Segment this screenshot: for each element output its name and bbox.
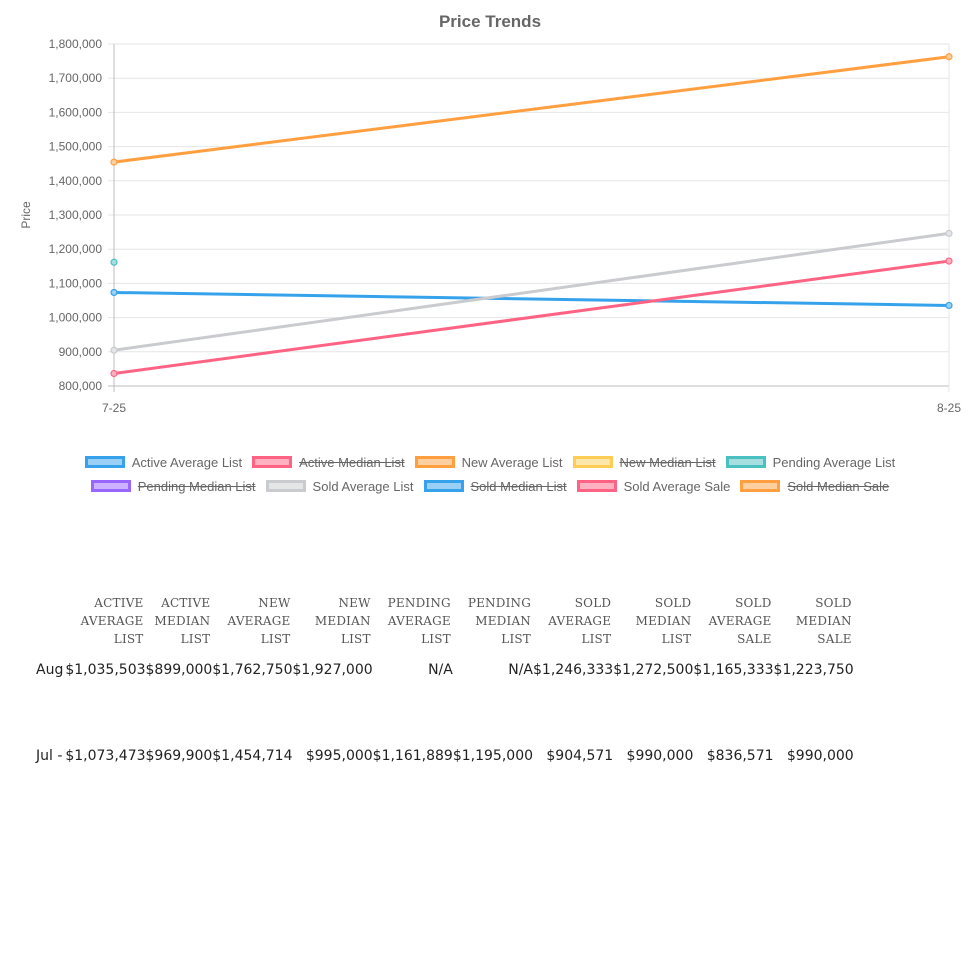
legend-swatch	[726, 456, 766, 468]
data-point-active-average-list[interactable]	[111, 289, 117, 295]
month-header	[36, 594, 65, 648]
x-tick-label: 7-25	[101, 401, 127, 415]
legend-swatch	[415, 456, 455, 468]
column-header	[613, 594, 693, 648]
legend-label: Active Median List	[299, 454, 405, 470]
legend-item-new-average-list[interactable]	[415, 455, 563, 470]
table-row	[36, 712, 854, 784]
table-cell: $904,571	[546, 748, 614, 764]
column-header	[774, 594, 854, 648]
table-cell: $1,927,000	[292, 662, 373, 678]
legend-item-pending-average-list[interactable]	[726, 455, 896, 470]
y-axis-label: Price	[19, 201, 33, 229]
legend-swatch	[577, 480, 617, 492]
column-header	[693, 594, 773, 648]
data-point-pending-average-list[interactable]	[111, 259, 117, 265]
column-header-line: MEDIAN	[635, 614, 692, 628]
table-cell: $1,246,333	[533, 662, 614, 678]
legend-item-sold-median-sale[interactable]	[740, 479, 889, 494]
column-header-line: ACTIVE	[94, 596, 144, 610]
y-axis-ticks	[49, 37, 103, 393]
table-cell: $990,000	[626, 748, 694, 764]
table-cell: $1,165,333	[693, 662, 774, 678]
column-header-line: SOLD	[574, 596, 612, 610]
column-header-line: SOLD	[654, 596, 692, 610]
legend-label: Sold Average List	[312, 478, 414, 494]
x-tick-label: 8-25	[936, 401, 962, 415]
column-header-line: SOLD	[815, 596, 852, 610]
series-line-sold-average-list	[114, 233, 949, 350]
column-header	[533, 594, 613, 648]
column-header-line: MEDIAN	[154, 614, 211, 628]
column-header-line: AVERAGE	[387, 614, 451, 628]
table-cell: $990,000	[786, 748, 854, 764]
data-point-active-average-list[interactable]	[946, 302, 952, 308]
column-header-line: NEW	[258, 596, 291, 610]
column-header-line: AVERAGE	[708, 614, 772, 628]
column-header	[65, 594, 145, 648]
table-cell: $1,161,889	[372, 748, 453, 764]
column-header	[293, 594, 373, 648]
chart-legend	[0, 450, 980, 498]
legend-item-sold-median-list[interactable]	[424, 479, 567, 494]
legend-label: New Average List	[461, 454, 563, 470]
column-header-line: PENDING	[467, 596, 532, 610]
y-tick-label: 1,500,000	[48, 139, 102, 154]
column-header-line: MEDIAN	[475, 614, 532, 628]
table-cell: $1,035,503	[65, 662, 146, 678]
column-header-line: AVERAGE	[227, 614, 291, 628]
grid-lines	[108, 44, 949, 392]
chart-title: Price Trends	[438, 12, 542, 31]
column-header	[453, 594, 533, 648]
table-cell: $969,900	[145, 748, 213, 764]
legend-row	[0, 474, 980, 498]
legend-label: Sold Average Sale	[623, 478, 731, 494]
column-header-line: LIST	[340, 632, 371, 646]
y-tick-label: 1,700,000	[48, 71, 102, 86]
data-point-sold-average-list[interactable]	[111, 347, 117, 353]
table-cell: $995,000	[305, 748, 373, 764]
legend-item-pending-median-list[interactable]	[91, 479, 256, 494]
column-header-line: LIST	[180, 632, 211, 646]
column-header-line: SOLD	[735, 596, 772, 610]
column-header	[212, 594, 292, 648]
table-body	[36, 648, 854, 784]
column-header-line: MEDIAN	[314, 614, 371, 628]
y-tick-label: 1,600,000	[48, 105, 102, 120]
table-cell: $1,762,750	[212, 662, 293, 678]
series-line-active-average-list	[114, 292, 949, 305]
column-header-line: MEDIAN	[795, 614, 852, 628]
row-month: Jul -	[36, 748, 63, 764]
price-table-container	[36, 594, 854, 784]
table-cell: $1,073,473	[65, 748, 146, 764]
legend-swatch	[424, 480, 464, 492]
legend-label: Active Average List	[131, 454, 243, 470]
row-month: Aug	[36, 662, 64, 678]
legend-item-active-average-list[interactable]	[85, 455, 242, 470]
column-header-line: SALE	[817, 632, 852, 646]
y-tick-label: 800,000	[58, 379, 102, 393]
column-header-line: AVERAGE	[80, 614, 144, 628]
data-point-sold-average-list[interactable]	[946, 230, 952, 236]
column-header-line: LIST	[260, 632, 291, 646]
table-cell: $1,272,500	[613, 662, 694, 678]
y-tick-label: 1,800,000	[48, 37, 102, 51]
legend-swatch	[740, 480, 780, 492]
y-tick-label: 900,000	[58, 344, 102, 359]
legend-swatch	[91, 480, 131, 492]
legend-label: Pending Median List	[137, 478, 256, 494]
price-trends-chart	[0, 0, 980, 440]
column-header-line: LIST	[661, 632, 692, 646]
table-cell: $1,195,000	[452, 748, 534, 764]
table-cell: N/A	[428, 662, 453, 678]
column-header-line: LIST	[421, 632, 451, 646]
data-point-new-average-list[interactable]	[946, 54, 952, 60]
column-header-line: PENDING	[387, 596, 451, 610]
x-axis-ticks	[102, 401, 961, 415]
legend-label: Sold Median Sale	[787, 478, 890, 494]
column-header-line: SALE	[737, 632, 772, 646]
data-point-sold-average-sale[interactable]	[946, 258, 952, 264]
column-header	[373, 594, 453, 648]
table-cell: $1,223,750	[773, 662, 854, 678]
y-tick-label: 1,400,000	[48, 173, 102, 188]
data-point-sold-average-sale[interactable]	[111, 370, 117, 376]
column-header-line: NEW	[338, 596, 371, 610]
legend-swatch	[252, 456, 292, 468]
table-cell: $899,000	[145, 662, 213, 678]
table-cell: $836,571	[706, 748, 774, 764]
table-header-row	[36, 594, 854, 648]
legend-swatch	[573, 456, 613, 468]
legend-swatch	[85, 456, 125, 468]
legend-item-sold-average-sale[interactable]	[577, 479, 731, 494]
y-tick-label: 1,200,000	[48, 242, 102, 257]
legend-label: New Median List	[619, 454, 716, 470]
legend-item-sold-average-list[interactable]	[266, 479, 414, 494]
column-header	[146, 594, 213, 648]
table-row	[36, 648, 854, 712]
y-tick-label: 1,100,000	[48, 276, 102, 291]
column-header-line: LIST	[581, 632, 612, 646]
legend-row	[0, 450, 980, 474]
table-cell: $1,454,714	[212, 748, 293, 764]
price-table	[36, 594, 854, 784]
column-header-line: LIST	[113, 632, 144, 646]
legend-item-active-median-list[interactable]	[252, 455, 405, 470]
column-header-line: ACTIVE	[161, 596, 211, 610]
table-cell: N/A	[508, 662, 534, 678]
legend-swatch	[266, 480, 306, 492]
legend-item-new-median-list[interactable]	[573, 455, 716, 470]
data-point-new-average-list[interactable]	[111, 159, 117, 165]
column-header-line: AVERAGE	[548, 614, 612, 628]
y-tick-label: 1,000,000	[48, 310, 102, 325]
legend-label: Pending Average List	[772, 454, 896, 470]
column-header-line: LIST	[501, 632, 532, 646]
y-tick-label: 1,300,000	[48, 208, 102, 222]
legend-label: Sold Median List	[470, 478, 567, 494]
